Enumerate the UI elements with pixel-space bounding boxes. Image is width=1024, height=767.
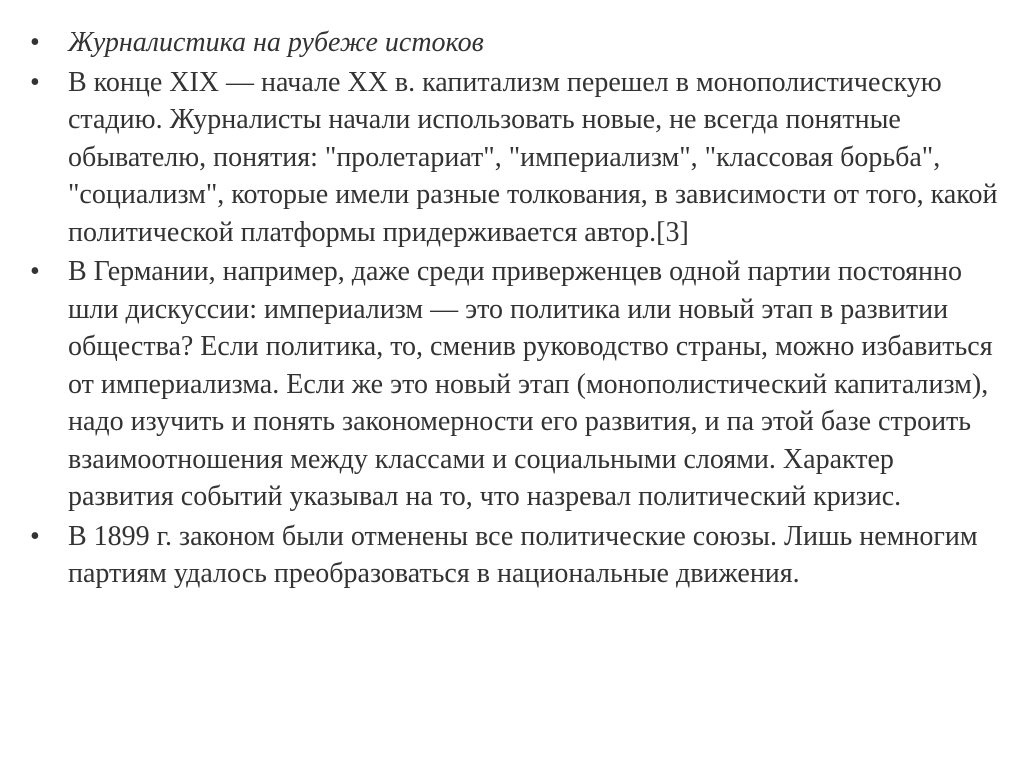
bullet-text: В Германии, например, даже среди приверженцев одной партии постоянно шли дискуссии: империализм — это политика или новый этап в развитии общества? Если политика, то, сменив руководство страны, можно избавиться от империализма. Если же это новый этап (монополистический капитализм), надо изучить и понять закономерности его развития, и па этой базе строить взаимоотношения между классами и социальными слоями. Характер развития событий указывал на то, что назревал политический кризис. xyxy=(68,256,993,512)
bullet-item-capitalism xyxy=(30,64,1000,252)
bullet-icon: • xyxy=(30,520,40,552)
bullet-icon: • xyxy=(30,256,40,287)
bullet-text: В конце XIX — начале XX в. капитализм перешел в монополистическую стадию. Журналисты начали использовать новые, не всегда понятные обывателю, понятия: "пролетариат", "империализм", "классовая борьба", "социализм", которые имели разные толкования, в зависимости от того, какой политической платформы придерживается автор.[3] xyxy=(68,66,998,248)
bullet-item-germany xyxy=(30,253,1000,516)
bullet-list xyxy=(30,24,1000,595)
bullet-item-heading xyxy=(30,24,1000,62)
bullet-text: Журналистика на рубеже истоков xyxy=(68,27,484,58)
bullet-icon: • xyxy=(30,66,40,98)
bullet-item-1899 xyxy=(30,518,1000,593)
bullet-icon: • xyxy=(30,27,40,58)
bullet-text: В 1899 г. законом были отменены все политические союзы. Лишь немногим партиям удалось преобразоваться в национальные движения. xyxy=(68,520,978,589)
